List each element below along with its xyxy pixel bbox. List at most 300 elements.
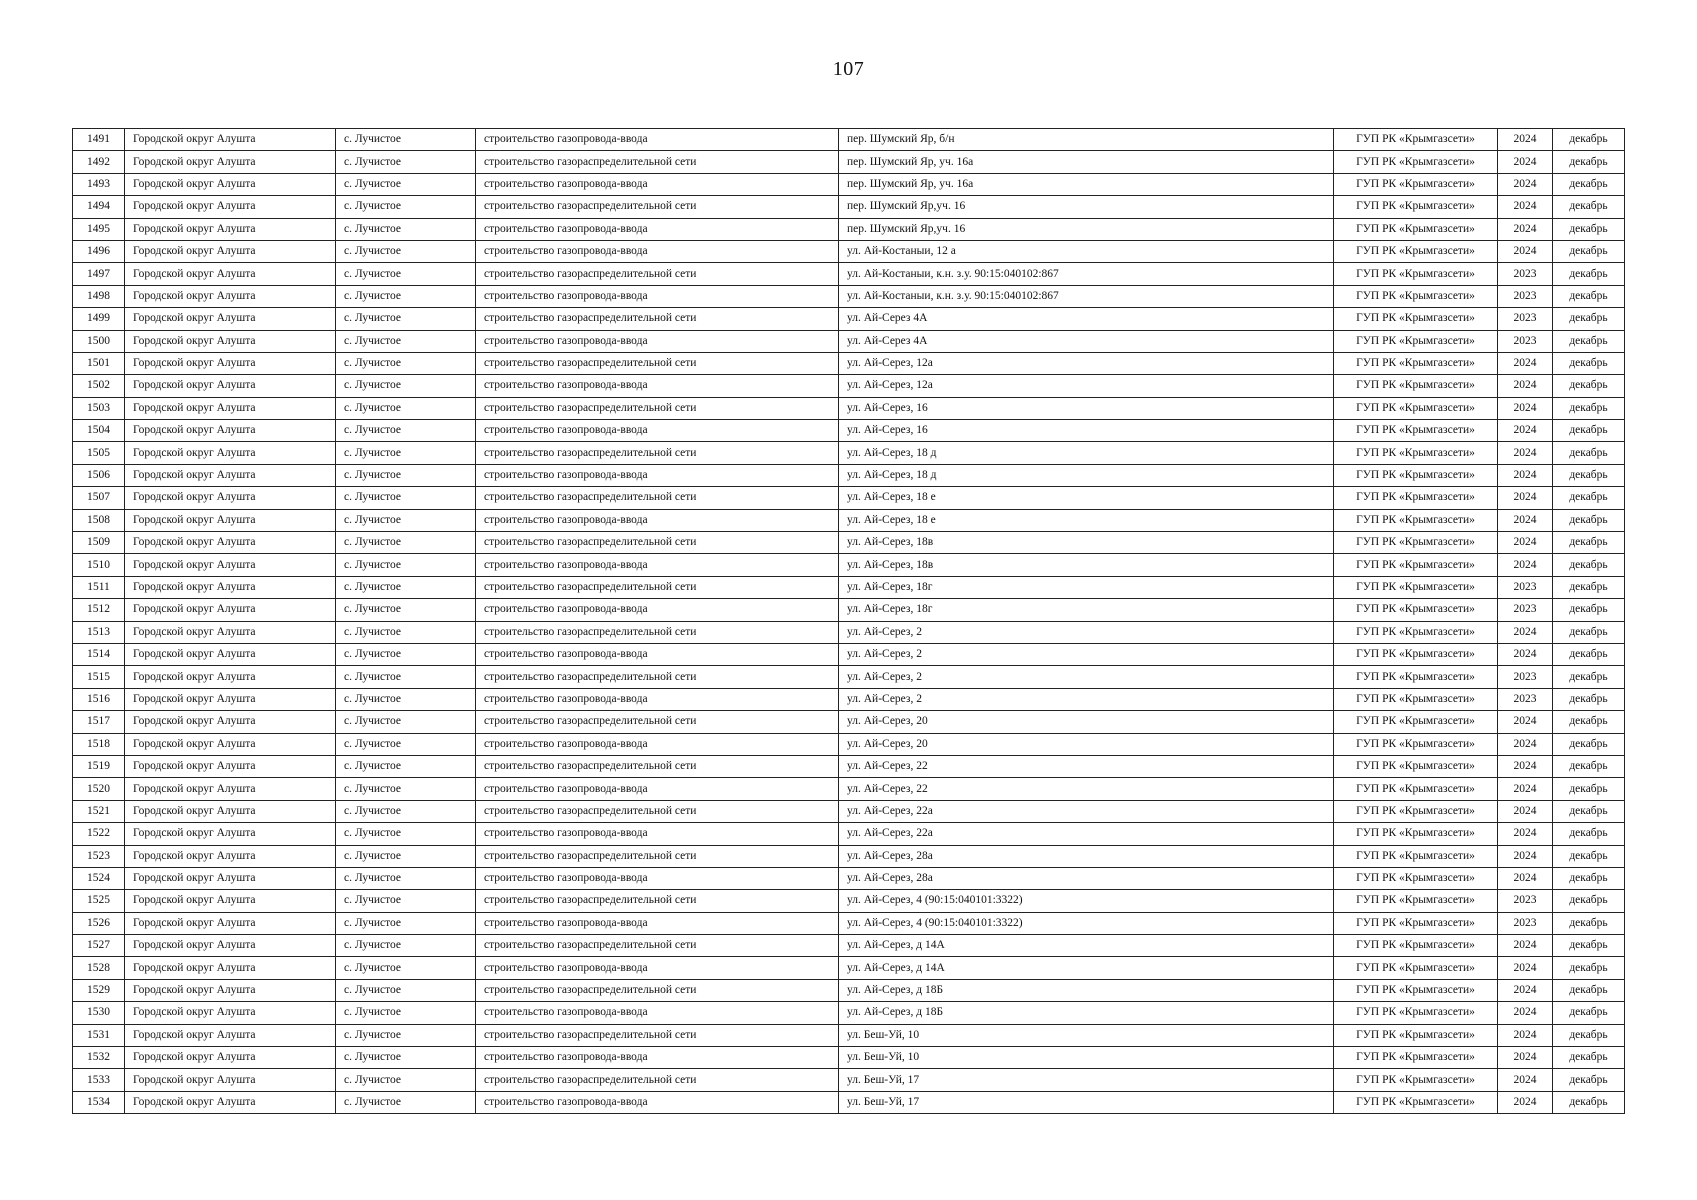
month-cell: декабрь <box>1553 711 1625 733</box>
organization-cell: ГУП РК «Крымгазсети» <box>1334 576 1498 598</box>
organization-cell: ГУП РК «Крымгазсети» <box>1334 867 1498 889</box>
district-cell: Городской округ Алушта <box>125 666 336 688</box>
table-row <box>73 666 1625 688</box>
month-cell: декабрь <box>1553 845 1625 867</box>
village-cell: с. Лучистое <box>336 800 476 822</box>
work-type-cell: строительство газопровода-ввода <box>476 643 839 665</box>
organization-cell: ГУП РК «Крымгазсети» <box>1334 151 1498 173</box>
table-row <box>73 957 1625 979</box>
month-cell: декабрь <box>1553 375 1625 397</box>
work-type-cell: строительство газораспределительной сети <box>476 576 839 598</box>
address-cell: ул. Ай-Серез, 18в <box>839 532 1334 554</box>
address-cell: ул. Ай-Серез, 2 <box>839 688 1334 710</box>
address-cell: ул. Ай-Серез, д 18Б <box>839 1002 1334 1024</box>
village-cell: с. Лучистое <box>336 308 476 330</box>
year-cell: 2024 <box>1498 979 1553 1001</box>
village-cell: с. Лучистое <box>336 263 476 285</box>
work-type-cell: строительство газопровода-ввода <box>476 823 839 845</box>
village-cell: с. Лучистое <box>336 151 476 173</box>
village-cell: с. Лучистое <box>336 397 476 419</box>
row-number-cell: 1507 <box>73 487 125 509</box>
table-row <box>73 464 1625 486</box>
work-type-cell: строительство газопровода-ввода <box>476 375 839 397</box>
table-row <box>73 173 1625 195</box>
row-number-cell: 1491 <box>73 129 125 151</box>
row-number-cell: 1494 <box>73 196 125 218</box>
year-cell: 2023 <box>1498 666 1553 688</box>
village-cell: с. Лучистое <box>336 957 476 979</box>
district-cell: Городской округ Алушта <box>125 599 336 621</box>
month-cell: декабрь <box>1553 643 1625 665</box>
table-row <box>73 151 1625 173</box>
table-row <box>73 240 1625 262</box>
month-cell: декабрь <box>1553 442 1625 464</box>
district-cell: Городской округ Алушта <box>125 330 336 352</box>
year-cell: 2024 <box>1498 173 1553 195</box>
row-number-cell: 1492 <box>73 151 125 173</box>
village-cell: с. Лучистое <box>336 576 476 598</box>
village-cell: с. Лучистое <box>336 330 476 352</box>
village-cell: с. Лучистое <box>336 1002 476 1024</box>
row-number-cell: 1504 <box>73 420 125 442</box>
village-cell: с. Лучистое <box>336 979 476 1001</box>
table-row <box>73 375 1625 397</box>
organization-cell: ГУП РК «Крымгазсети» <box>1334 1024 1498 1046</box>
district-cell: Городской округ Алушта <box>125 845 336 867</box>
organization-cell: ГУП РК «Крымгазсети» <box>1334 509 1498 531</box>
table-row <box>73 1002 1625 1024</box>
district-cell: Городской округ Алушта <box>125 263 336 285</box>
work-type-cell: строительство газопровода-ввода <box>476 957 839 979</box>
work-type-cell: строительство газораспределительной сети <box>476 845 839 867</box>
organization-cell: ГУП РК «Крымгазсети» <box>1334 778 1498 800</box>
row-number-cell: 1495 <box>73 218 125 240</box>
year-cell: 2024 <box>1498 800 1553 822</box>
month-cell: декабрь <box>1553 218 1625 240</box>
month-cell: декабрь <box>1553 666 1625 688</box>
table-row <box>73 1069 1625 1091</box>
year-cell: 2024 <box>1498 957 1553 979</box>
month-cell: декабрь <box>1553 509 1625 531</box>
year-cell: 2023 <box>1498 890 1553 912</box>
work-type-cell: строительство газораспределительной сети <box>476 263 839 285</box>
district-cell: Городской округ Алушта <box>125 800 336 822</box>
year-cell: 2024 <box>1498 442 1553 464</box>
village-cell: с. Лучистое <box>336 599 476 621</box>
village-cell: с. Лучистое <box>336 711 476 733</box>
village-cell: с. Лучистое <box>336 129 476 151</box>
table-row <box>73 1091 1625 1113</box>
work-type-cell: строительство газопровода-ввода <box>476 1047 839 1069</box>
district-cell: Городской округ Алушта <box>125 755 336 777</box>
row-number-cell: 1529 <box>73 979 125 1001</box>
district-cell: Городской округ Алушта <box>125 621 336 643</box>
district-cell: Городской округ Алушта <box>125 1047 336 1069</box>
row-number-cell: 1511 <box>73 576 125 598</box>
organization-cell: ГУП РК «Крымгазсети» <box>1334 1069 1498 1091</box>
organization-cell: ГУП РК «Крымгазсети» <box>1334 173 1498 195</box>
village-cell: с. Лучистое <box>336 420 476 442</box>
district-cell: Городской округ Алушта <box>125 733 336 755</box>
village-cell: с. Лучистое <box>336 509 476 531</box>
month-cell: декабрь <box>1553 979 1625 1001</box>
year-cell: 2023 <box>1498 330 1553 352</box>
organization-cell: ГУП РК «Крымгазсети» <box>1334 554 1498 576</box>
village-cell: с. Лучистое <box>336 196 476 218</box>
work-type-cell: строительство газопровода-ввода <box>476 1091 839 1113</box>
month-cell: декабрь <box>1553 890 1625 912</box>
district-cell: Городской округ Алушта <box>125 464 336 486</box>
village-cell: с. Лучистое <box>336 1047 476 1069</box>
table-row <box>73 935 1625 957</box>
year-cell: 2024 <box>1498 1002 1553 1024</box>
address-cell: ул. Ай-Серез, 4 (90:15:040101:3322) <box>839 890 1334 912</box>
district-cell: Городской округ Алушта <box>125 218 336 240</box>
district-cell: Городской округ Алушта <box>125 487 336 509</box>
year-cell: 2023 <box>1498 688 1553 710</box>
month-cell: декабрь <box>1553 1002 1625 1024</box>
year-cell: 2024 <box>1498 196 1553 218</box>
table-row <box>73 352 1625 374</box>
district-cell: Городской округ Алушта <box>125 352 336 374</box>
work-type-cell: строительство газопровода-ввода <box>476 240 839 262</box>
organization-cell: ГУП РК «Крымгазсети» <box>1334 823 1498 845</box>
district-cell: Городской округ Алушта <box>125 823 336 845</box>
year-cell: 2024 <box>1498 218 1553 240</box>
month-cell: декабрь <box>1553 330 1625 352</box>
address-cell: ул. Ай-Серез, 18 д <box>839 464 1334 486</box>
work-type-cell: строительство газораспределительной сети <box>476 487 839 509</box>
address-cell: ул. Беш-Уй, 10 <box>839 1047 1334 1069</box>
year-cell: 2024 <box>1498 352 1553 374</box>
row-number-cell: 1517 <box>73 711 125 733</box>
organization-cell: ГУП РК «Крымгазсети» <box>1334 218 1498 240</box>
table-row <box>73 218 1625 240</box>
table-row <box>73 308 1625 330</box>
table-row <box>73 487 1625 509</box>
organization-cell: ГУП РК «Крымгазсети» <box>1334 666 1498 688</box>
row-number-cell: 1498 <box>73 285 125 307</box>
row-number-cell: 1502 <box>73 375 125 397</box>
address-cell: ул. Ай-Серез, 22а <box>839 800 1334 822</box>
month-cell: декабрь <box>1553 621 1625 643</box>
village-cell: с. Лучистое <box>336 1069 476 1091</box>
work-type-cell: строительство газораспределительной сети <box>476 1069 839 1091</box>
organization-cell: ГУП РК «Крымгазсети» <box>1334 957 1498 979</box>
work-type-cell: строительство газораспределительной сети <box>476 397 839 419</box>
month-cell: декабрь <box>1553 464 1625 486</box>
organization-cell: ГУП РК «Крымгазсети» <box>1334 643 1498 665</box>
organization-cell: ГУП РК «Крымгазсети» <box>1334 397 1498 419</box>
address-cell: ул. Ай-Серез, 18в <box>839 554 1334 576</box>
year-cell: 2024 <box>1498 554 1553 576</box>
table-row <box>73 420 1625 442</box>
address-cell: ул. Ай-Серез, 28а <box>839 845 1334 867</box>
work-type-cell: строительство газораспределительной сети <box>476 979 839 1001</box>
address-cell: ул. Ай-Серез, 18 д <box>839 442 1334 464</box>
year-cell: 2024 <box>1498 621 1553 643</box>
year-cell: 2023 <box>1498 263 1553 285</box>
month-cell: декабрь <box>1553 1024 1625 1046</box>
year-cell: 2024 <box>1498 375 1553 397</box>
work-type-cell: строительство газопровода-ввода <box>476 330 839 352</box>
table-row <box>73 129 1625 151</box>
year-cell: 2024 <box>1498 778 1553 800</box>
row-number-cell: 1523 <box>73 845 125 867</box>
month-cell: декабрь <box>1553 173 1625 195</box>
district-cell: Городской округ Алушта <box>125 979 336 1001</box>
address-cell: ул. Ай-Серез, 12а <box>839 352 1334 374</box>
row-number-cell: 1527 <box>73 935 125 957</box>
address-cell: ул. Ай-Серез, д 14А <box>839 957 1334 979</box>
work-type-cell: строительство газопровода-ввода <box>476 733 839 755</box>
address-cell: ул. Ай-Костаныи, к.н. з.у. 90:15:040102:867 <box>839 263 1334 285</box>
work-type-cell: строительство газопровода-ввода <box>476 285 839 307</box>
month-cell: декабрь <box>1553 129 1625 151</box>
work-type-cell: строительство газораспределительной сети <box>476 352 839 374</box>
work-type-cell: строительство газопровода-ввода <box>476 688 839 710</box>
district-cell: Городской округ Алушта <box>125 688 336 710</box>
work-type-cell: строительство газораспределительной сети <box>476 755 839 777</box>
address-cell: ул. Ай-Серез, 22 <box>839 778 1334 800</box>
table-row <box>73 711 1625 733</box>
district-cell: Городской округ Алушта <box>125 420 336 442</box>
address-cell: ул. Ай-Серез, д 18Б <box>839 979 1334 1001</box>
table-row <box>73 979 1625 1001</box>
table-row <box>73 554 1625 576</box>
year-cell: 2023 <box>1498 576 1553 598</box>
address-cell: ул. Ай-Серез, 22 <box>839 755 1334 777</box>
table-row <box>73 823 1625 845</box>
table-row <box>73 576 1625 598</box>
district-cell: Городской округ Алушта <box>125 1024 336 1046</box>
address-cell: пер. Шумский Яр, уч. 16а <box>839 173 1334 195</box>
year-cell: 2023 <box>1498 599 1553 621</box>
district-cell: Городской округ Алушта <box>125 196 336 218</box>
table-row <box>73 621 1625 643</box>
organization-cell: ГУП РК «Крымгазсети» <box>1334 330 1498 352</box>
address-cell: ул. Беш-Уй, 17 <box>839 1069 1334 1091</box>
month-cell: декабрь <box>1553 1047 1625 1069</box>
table-row <box>73 733 1625 755</box>
address-cell: ул. Ай-Серез, 2 <box>839 666 1334 688</box>
organization-cell: ГУП РК «Крымгазсети» <box>1334 733 1498 755</box>
district-cell: Городской округ Алушта <box>125 1091 336 1113</box>
address-cell: ул. Ай-Серез, 12а <box>839 375 1334 397</box>
work-type-cell: строительство газораспределительной сети <box>476 711 839 733</box>
district-cell: Городской округ Алушта <box>125 912 336 934</box>
row-number-cell: 1514 <box>73 643 125 665</box>
organization-cell: ГУП РК «Крымгазсети» <box>1334 755 1498 777</box>
table-row <box>73 532 1625 554</box>
organization-cell: ГУП РК «Крымгазсети» <box>1334 464 1498 486</box>
year-cell: 2024 <box>1498 823 1553 845</box>
work-type-cell: строительство газопровода-ввода <box>476 599 839 621</box>
district-cell: Городской округ Алушта <box>125 576 336 598</box>
row-number-cell: 1503 <box>73 397 125 419</box>
month-cell: декабрь <box>1553 352 1625 374</box>
row-number-cell: 1500 <box>73 330 125 352</box>
year-cell: 2024 <box>1498 867 1553 889</box>
month-cell: декабрь <box>1553 867 1625 889</box>
row-number-cell: 1531 <box>73 1024 125 1046</box>
district-cell: Городской округ Алушта <box>125 890 336 912</box>
organization-cell: ГУП РК «Крымгазсети» <box>1334 129 1498 151</box>
village-cell: с. Лучистое <box>336 867 476 889</box>
month-cell: декабрь <box>1553 733 1625 755</box>
district-cell: Городской округ Алушта <box>125 778 336 800</box>
district-cell: Городской округ Алушта <box>125 173 336 195</box>
table-row <box>73 643 1625 665</box>
district-cell: Городской округ Алушта <box>125 935 336 957</box>
row-number-cell: 1533 <box>73 1069 125 1091</box>
table-row <box>73 1024 1625 1046</box>
year-cell: 2023 <box>1498 285 1553 307</box>
table-row <box>73 755 1625 777</box>
month-cell: декабрь <box>1553 240 1625 262</box>
year-cell: 2024 <box>1498 509 1553 531</box>
table-body <box>73 129 1625 1114</box>
district-cell: Городской округ Алушта <box>125 442 336 464</box>
work-type-cell: строительство газораспределительной сети <box>476 890 839 912</box>
table-row <box>73 688 1625 710</box>
row-number-cell: 1510 <box>73 554 125 576</box>
village-cell: с. Лучистое <box>336 442 476 464</box>
district-cell: Городской округ Алушта <box>125 711 336 733</box>
village-cell: с. Лучистое <box>336 912 476 934</box>
district-cell: Городской округ Алушта <box>125 554 336 576</box>
month-cell: декабрь <box>1553 1091 1625 1113</box>
work-type-cell: строительство газораспределительной сети <box>476 151 839 173</box>
organization-cell: ГУП РК «Крымгазсети» <box>1334 196 1498 218</box>
page-number: 107 <box>832 58 865 80</box>
row-number-cell: 1499 <box>73 308 125 330</box>
village-cell: с. Лучистое <box>336 621 476 643</box>
address-cell: ул. Ай-Костаныи, 12 а <box>839 240 1334 262</box>
work-type-cell: строительство газопровода-ввода <box>476 867 839 889</box>
row-number-cell: 1528 <box>73 957 125 979</box>
work-type-cell: строительство газопровода-ввода <box>476 554 839 576</box>
organization-cell: ГУП РК «Крымгазсети» <box>1334 308 1498 330</box>
work-type-cell: строительство газопровода-ввода <box>476 218 839 240</box>
month-cell: декабрь <box>1553 554 1625 576</box>
district-cell: Городской округ Алушта <box>125 129 336 151</box>
village-cell: с. Лучистое <box>336 890 476 912</box>
year-cell: 2024 <box>1498 129 1553 151</box>
village-cell: с. Лучистое <box>336 487 476 509</box>
table-row <box>73 599 1625 621</box>
year-cell: 2024 <box>1498 532 1553 554</box>
village-cell: с. Лучистое <box>336 532 476 554</box>
work-type-cell: строительство газопровода-ввода <box>476 778 839 800</box>
organization-cell: ГУП РК «Крымгазсети» <box>1334 1047 1498 1069</box>
address-cell: ул. Ай-Серез, 20 <box>839 733 1334 755</box>
month-cell: декабрь <box>1553 263 1625 285</box>
village-cell: с. Лучистое <box>336 173 476 195</box>
row-number-cell: 1520 <box>73 778 125 800</box>
organization-cell: ГУП РК «Крымгазсети» <box>1334 442 1498 464</box>
district-cell: Городской округ Алушта <box>125 397 336 419</box>
work-type-cell: строительство газопровода-ввода <box>476 420 839 442</box>
organization-cell: ГУП РК «Крымгазсети» <box>1334 375 1498 397</box>
table-row <box>73 285 1625 307</box>
year-cell: 2024 <box>1498 487 1553 509</box>
organization-cell: ГУП РК «Крымгазсети» <box>1334 800 1498 822</box>
month-cell: декабрь <box>1553 599 1625 621</box>
row-number-cell: 1521 <box>73 800 125 822</box>
district-cell: Городской округ Алушта <box>125 308 336 330</box>
row-number-cell: 1522 <box>73 823 125 845</box>
village-cell: с. Лучистое <box>336 1091 476 1113</box>
work-type-cell: строительство газораспределительной сети <box>476 666 839 688</box>
row-number-cell: 1515 <box>73 666 125 688</box>
address-cell: ул. Ай-Серез, 18г <box>839 576 1334 598</box>
address-cell: ул. Ай-Серез, 2 <box>839 643 1334 665</box>
year-cell: 2023 <box>1498 912 1553 934</box>
village-cell: с. Лучистое <box>336 755 476 777</box>
month-cell: декабрь <box>1553 912 1625 934</box>
district-cell: Городской округ Алушта <box>125 285 336 307</box>
district-cell: Городской округ Алушта <box>125 375 336 397</box>
year-cell: 2024 <box>1498 643 1553 665</box>
address-cell: ул. Ай-Серез, 16 <box>839 420 1334 442</box>
work-type-cell: строительство газораспределительной сети <box>476 935 839 957</box>
address-cell: пер. Шумский Яр,уч. 16 <box>839 196 1334 218</box>
village-cell: с. Лучистое <box>336 733 476 755</box>
work-type-cell: строительство газораспределительной сети <box>476 532 839 554</box>
year-cell: 2024 <box>1498 711 1553 733</box>
organization-cell: ГУП РК «Крымгазсети» <box>1334 352 1498 374</box>
village-cell: с. Лучистое <box>336 554 476 576</box>
row-number-cell: 1505 <box>73 442 125 464</box>
village-cell: с. Лучистое <box>336 375 476 397</box>
row-number-cell: 1524 <box>73 867 125 889</box>
district-cell: Городской округ Алушта <box>125 509 336 531</box>
address-cell: пер. Шумский Яр, б/н <box>839 129 1334 151</box>
organization-cell: ГУП РК «Крымгазсети» <box>1334 935 1498 957</box>
year-cell: 2024 <box>1498 420 1553 442</box>
table-row <box>73 845 1625 867</box>
month-cell: декабрь <box>1553 196 1625 218</box>
organization-cell: ГУП РК «Крымгазсети» <box>1334 1002 1498 1024</box>
row-number-cell: 1525 <box>73 890 125 912</box>
month-cell: декабрь <box>1553 688 1625 710</box>
address-cell: ул. Ай-Серез, 28а <box>839 867 1334 889</box>
month-cell: декабрь <box>1553 1069 1625 1091</box>
work-type-cell: строительство газопровода-ввода <box>476 912 839 934</box>
district-cell: Городской округ Алушта <box>125 957 336 979</box>
table-row <box>73 397 1625 419</box>
village-cell: с. Лучистое <box>336 935 476 957</box>
row-number-cell: 1530 <box>73 1002 125 1024</box>
year-cell: 2024 <box>1498 733 1553 755</box>
village-cell: с. Лучистое <box>336 285 476 307</box>
year-cell: 2024 <box>1498 464 1553 486</box>
row-number-cell: 1526 <box>73 912 125 934</box>
address-cell: ул. Ай-Серез 4А <box>839 308 1334 330</box>
village-cell: с. Лучистое <box>336 823 476 845</box>
month-cell: декабрь <box>1553 420 1625 442</box>
organization-cell: ГУП РК «Крымгазсети» <box>1334 1091 1498 1113</box>
table-row <box>73 442 1625 464</box>
month-cell: декабрь <box>1553 397 1625 419</box>
work-type-cell: строительство газопровода-ввода <box>476 129 839 151</box>
row-number-cell: 1534 <box>73 1091 125 1113</box>
month-cell: декабрь <box>1553 755 1625 777</box>
year-cell: 2024 <box>1498 151 1553 173</box>
year-cell: 2024 <box>1498 845 1553 867</box>
organization-cell: ГУП РК «Крымгазсети» <box>1334 420 1498 442</box>
